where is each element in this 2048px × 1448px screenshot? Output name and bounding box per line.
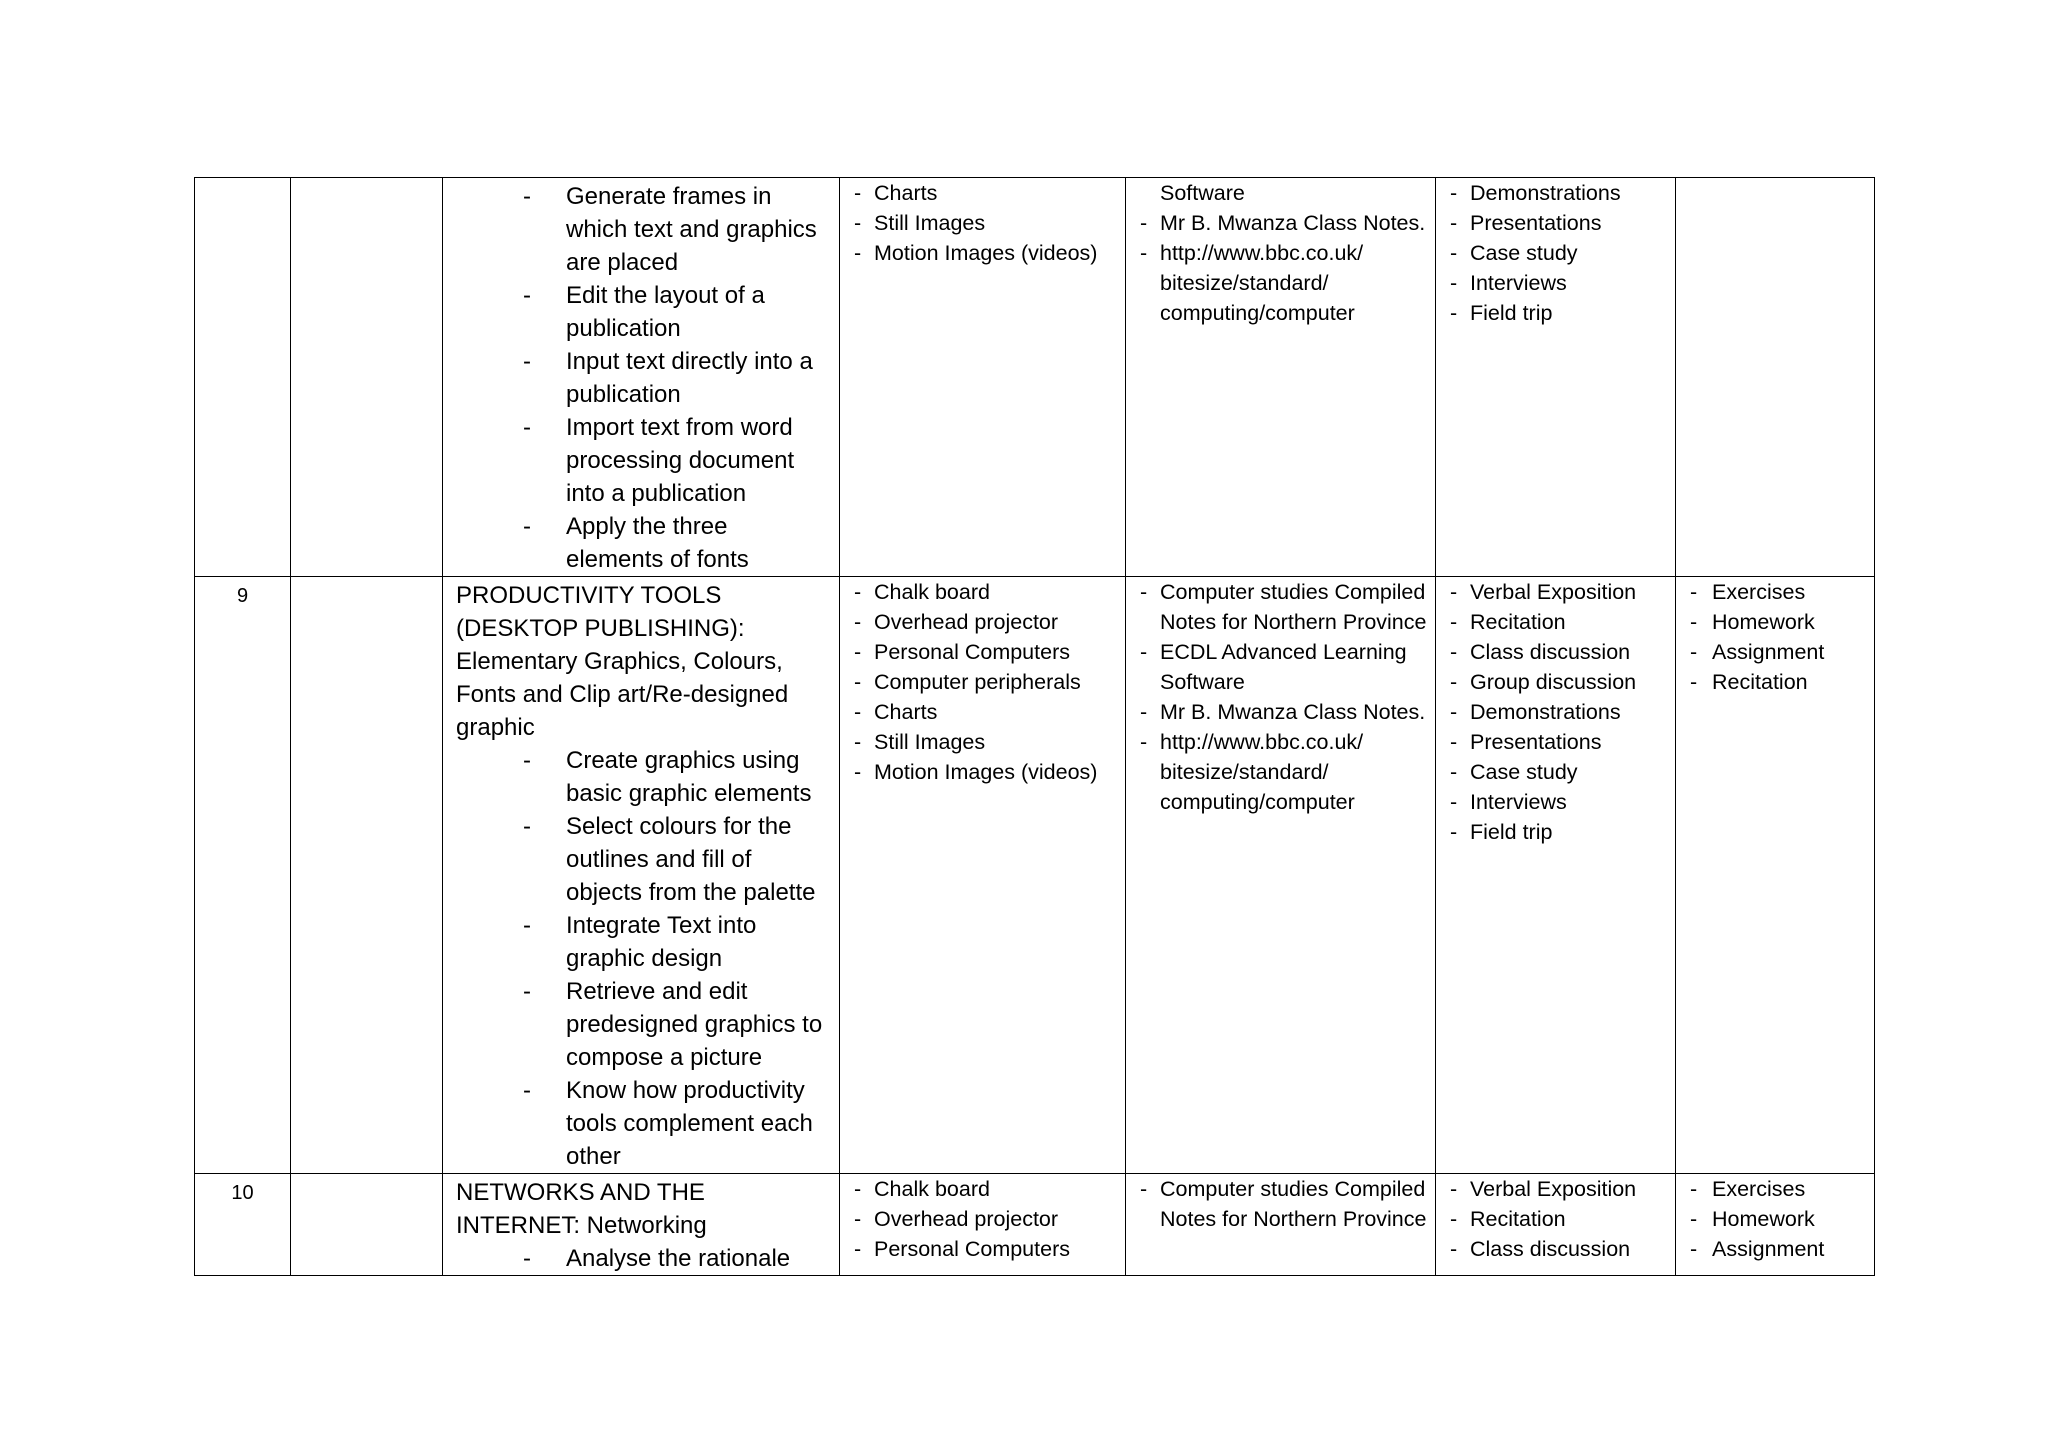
references-list-item: - Computer studies Compiled Notes for Northern Province [1140, 577, 1429, 637]
period-cell [291, 178, 443, 577]
assessment-list-item: - Homework [1690, 1204, 1868, 1234]
methods-list-item: - Field trip [1450, 817, 1669, 847]
learning-outcomes-list [456, 1242, 831, 1275]
references-cell [1126, 577, 1436, 1174]
methods-list-item: - Recitation [1450, 607, 1669, 637]
methods-list-item: - Case study [1450, 757, 1669, 787]
learning-outcomes-list-item: - Import text from word processing document into a publication [456, 411, 831, 510]
references-list-item: - Computer studies Compiled Notes for Northern Province [1140, 1174, 1429, 1234]
materials-list-item: - Still Images [854, 727, 1119, 757]
methods-list-item: - Verbal Exposition [1450, 1174, 1669, 1204]
references-list [1126, 1174, 1435, 1234]
methods-list [1436, 577, 1675, 847]
assessment-cell [1676, 577, 1875, 1174]
references-list-item: - Mr B. Mwanza Class Notes. [1140, 208, 1429, 238]
materials-list-item: - Personal Computers [854, 1234, 1119, 1264]
period-cell [291, 1174, 443, 1276]
references-list-item: - http://www.bbc.co.uk/ bitesize/standard/ computing/computer [1140, 727, 1429, 817]
references-list-item: - ECDL Advanced Learning Software [1140, 637, 1429, 697]
methods-list [1436, 1174, 1675, 1264]
table-row [195, 1174, 1875, 1276]
learning-outcomes-list-item: - Create graphics using basic graphic elements [456, 744, 831, 810]
learning-outcomes-list-item: - Input text directly into a publication [456, 345, 831, 411]
materials-list-item: - Charts [854, 178, 1119, 208]
materials-list-item: - Chalk board [854, 577, 1119, 607]
materials-cell [840, 178, 1126, 577]
methods-list-item: - Verbal Exposition [1450, 577, 1669, 607]
learning-outcomes-list-item: - Retrieve and edit predesigned graphics to compose a picture [456, 975, 831, 1074]
methods-list-item: - Interviews [1450, 268, 1669, 298]
topic-heading: PRODUCTIVITY TOOLS (DESKTOP PUBLISHING): Elementary Graphics, Colours, Fonts and Clip art/Re-designed graphic [456, 582, 789, 741]
methods-list-item: - Demonstrations [1450, 697, 1669, 727]
assessment-list [1676, 1174, 1874, 1264]
methods-list-item: - Recitation [1450, 1204, 1669, 1234]
materials-list-item: - Chalk board [854, 1174, 1119, 1204]
methods-list-item: - Presentations [1450, 727, 1669, 757]
learning-outcomes-list-item: - Select colours for the outlines and fill of objects from the palette [456, 810, 831, 909]
methods-list-item: - Group discussion [1450, 667, 1669, 697]
references-cell [1126, 178, 1436, 577]
week-cell: 10 [195, 1174, 291, 1276]
materials-list [840, 577, 1125, 787]
learning-outcomes-list [456, 180, 831, 576]
methods-list [1436, 178, 1675, 328]
period-cell [291, 577, 443, 1174]
methods-list-item: - Class discussion [1450, 1234, 1669, 1264]
topic-cell [443, 1174, 840, 1276]
materials-cell [840, 1174, 1126, 1276]
methods-list-item: - Demonstrations [1450, 178, 1669, 208]
methods-cell [1436, 178, 1676, 577]
learning-outcomes-list [456, 744, 831, 1173]
topic-cell [443, 577, 840, 1174]
table-row [195, 577, 1875, 1174]
learning-outcomes-list-item: - Know how productivity tools complement each other [456, 1074, 831, 1173]
references-cell [1126, 1174, 1436, 1276]
topic-cell [443, 178, 840, 577]
learning-outcomes-list-item: - Analyse the rationale [456, 1242, 831, 1275]
learning-outcomes-list-item: - Integrate Text into graphic design [456, 909, 831, 975]
methods-list-item: - Interviews [1450, 787, 1669, 817]
references-list-item: - Mr B. Mwanza Class Notes. [1140, 697, 1429, 727]
assessment-list-item: - Exercises [1690, 577, 1868, 607]
week-cell [195, 178, 291, 577]
materials-list-item: - Still Images [854, 208, 1119, 238]
methods-cell [1436, 577, 1676, 1174]
scheme-of-work-table [194, 177, 1875, 1276]
materials-list-item: - Overhead projector [854, 607, 1119, 637]
learning-outcomes-list-item: - Edit the layout of a publication [456, 279, 831, 345]
materials-cell [840, 577, 1126, 1174]
references-continued: Software [1160, 181, 1245, 205]
methods-list-item: - Case study [1450, 238, 1669, 268]
table-row [195, 178, 1875, 577]
references-list [1126, 208, 1435, 328]
materials-list-item: - Computer peripherals [854, 667, 1119, 697]
assessment-list-item: - Homework [1690, 607, 1868, 637]
assessment-list-item: - Exercises [1690, 1174, 1868, 1204]
week-cell: 9 [195, 577, 291, 1174]
learning-outcomes-list-item: - Generate frames in which text and graphics are placed [456, 180, 831, 279]
methods-list-item: - Field trip [1450, 298, 1669, 328]
materials-list-item: - Personal Computers [854, 637, 1119, 667]
learning-outcomes-list-item: - Apply the three elements of fonts [456, 510, 831, 576]
topic-heading: NETWORKS AND THE INTERNET: Networking [456, 1179, 707, 1239]
assessment-list-item: - Recitation [1690, 667, 1868, 697]
materials-list-item: - Charts [854, 697, 1119, 727]
assessment-list [1676, 577, 1874, 697]
assessment-list-item: - Assignment [1690, 1234, 1868, 1264]
materials-list-item: - Overhead projector [854, 1204, 1119, 1234]
methods-list-item: - Class discussion [1450, 637, 1669, 667]
assessment-cell [1676, 1174, 1875, 1276]
materials-list [840, 1174, 1125, 1264]
references-list-item: - http://www.bbc.co.uk/ bitesize/standard/ computing/computer [1140, 238, 1429, 328]
references-list [1126, 577, 1435, 817]
materials-list-item: - Motion Images (videos) [854, 757, 1119, 787]
assessment-cell [1676, 178, 1875, 577]
methods-cell [1436, 1174, 1676, 1276]
materials-list-item: - Motion Images (videos) [854, 238, 1119, 268]
methods-list-item: - Presentations [1450, 208, 1669, 238]
assessment-list-item: - Assignment [1690, 637, 1868, 667]
materials-list [840, 178, 1125, 268]
